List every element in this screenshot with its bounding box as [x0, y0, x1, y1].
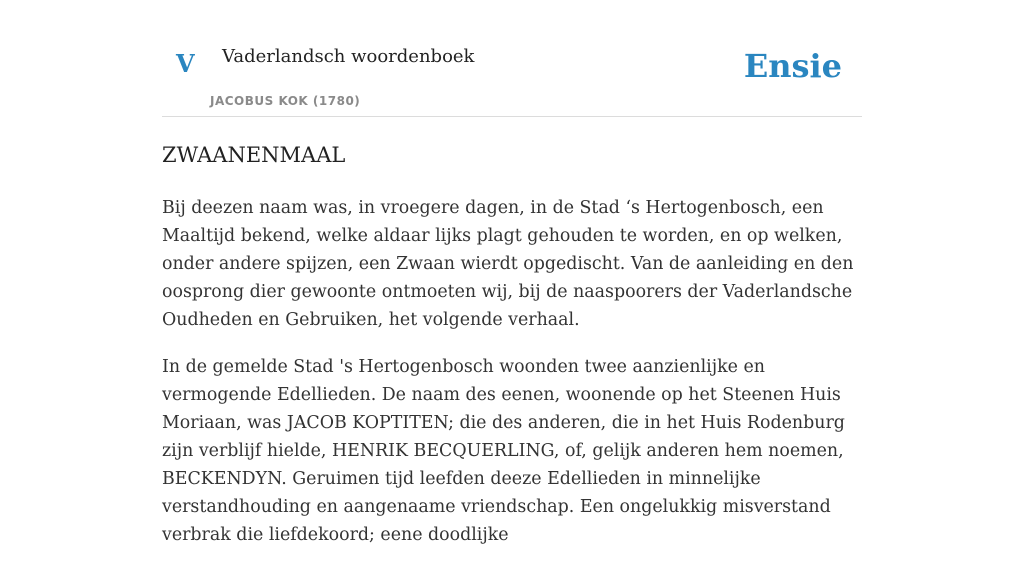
index-letter-link[interactable]: V [176, 49, 195, 78]
article-paragraph: In de gemelde Stad 's Hertogenbosch woonden twee aanzienlijke en vermogende Edellieden. De naam des eenen, woonende op het Steenen Huis Moriaan, was JACOB KOPTITEN; die des anderen, die in het Huis Rodenburg zijn verblijf hielde, HENRIK BECQUERLING, of, gelijk anderen hem noemen, BECKENDYN. Geruimen tijd leefden deeze Edellieden in minnelijke verstandhouding en aangenaame vriendschap. Een ongelukkig misverstand verbrak die liefdekoord; eene doodlijke [162, 357, 845, 545]
article [162, 140, 862, 568]
page-header [162, 0, 862, 117]
dictionary-title-link[interactable]: Vaderlandsch woordenboek [222, 46, 475, 67]
ensie-logo[interactable]: Ensie [743, 47, 842, 85]
entry-title: ZWAANENMAAL [162, 143, 346, 167]
dictionary-author: JACOBUS KOK (1780) [210, 94, 361, 108]
article-paragraph: Bij deezen naam was, in vroegere dagen, in de Stad ‘s Hertogenbosch, een Maaltijd bekend, welke aldaar lijks plagt gehouden te worden, en op welken, onder andere spijzen, een Zwaan wierdt opgedischt. Van de aanleiding en den oosprong dier gewoonte ontmoeten wij, bij de naaspoorers der Vaderlandsche Oudheden en Gebruiken, het volgende verhaal. [162, 198, 854, 330]
